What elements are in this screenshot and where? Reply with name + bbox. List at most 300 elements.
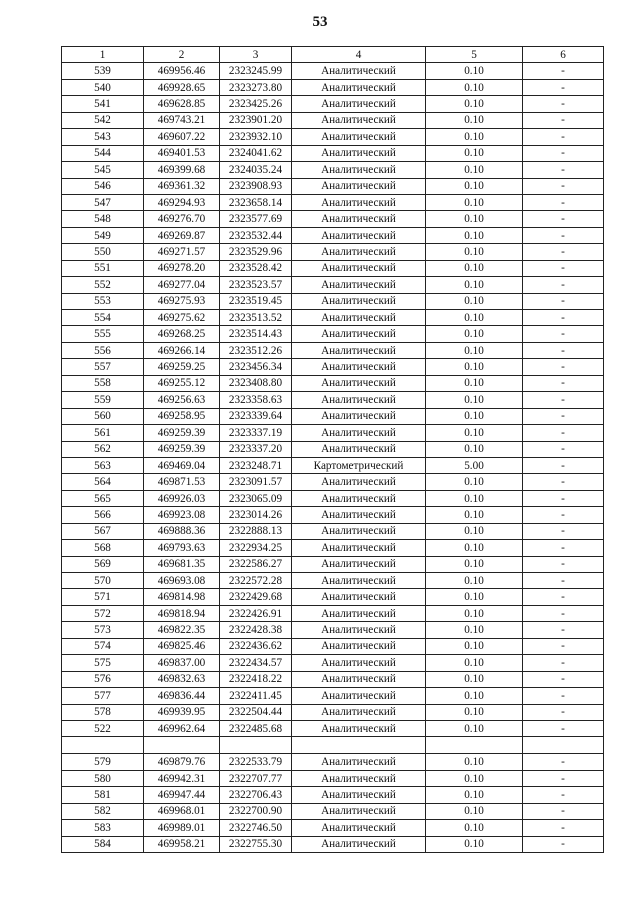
table-cell: Аналитический <box>292 96 426 112</box>
table-cell: 469923.08 <box>144 507 220 523</box>
table-cell: - <box>523 211 604 227</box>
page-number: 53 <box>312 14 328 30</box>
table-cell: 469837.00 <box>144 655 220 671</box>
table-cell: 559 <box>62 392 144 408</box>
table-cell: 0.10 <box>426 540 523 556</box>
table-cell: 0.10 <box>426 556 523 572</box>
table-cell: 557 <box>62 359 144 375</box>
table-cell: Аналитический <box>292 638 426 654</box>
table-row <box>62 474 604 490</box>
table-cell: 469361.32 <box>144 178 220 194</box>
table-cell: 469958.21 <box>144 836 220 852</box>
table-cell: 575 <box>62 655 144 671</box>
table-cell: 2322436.62 <box>220 638 292 654</box>
table-cell: Аналитический <box>292 342 426 358</box>
table-cell: - <box>523 293 604 309</box>
table-cell: Аналитический <box>292 79 426 95</box>
table-cell: 2323577.69 <box>220 211 292 227</box>
table-cell: 0.10 <box>426 425 523 441</box>
table-cell: 2323512.26 <box>220 342 292 358</box>
table-cell: 0.10 <box>426 787 523 803</box>
table-cell: 469259.25 <box>144 359 220 375</box>
table-row <box>62 457 604 473</box>
table-cell: - <box>523 441 604 457</box>
table-row <box>62 129 604 145</box>
table-cell: - <box>523 803 604 819</box>
table-cell: - <box>523 129 604 145</box>
table-row <box>62 770 604 786</box>
table-row <box>62 589 604 605</box>
table-row <box>62 342 604 358</box>
table-cell: 469269.87 <box>144 227 220 243</box>
table-cell: 565 <box>62 490 144 506</box>
table-cell: 469266.14 <box>144 342 220 358</box>
table-cell: 2323514.43 <box>220 326 292 342</box>
table-cell: 554 <box>62 310 144 326</box>
table-cell: 0.10 <box>426 474 523 490</box>
table-cell: 469256.63 <box>144 392 220 408</box>
table-cell: 469259.39 <box>144 441 220 457</box>
table-cell: Аналитический <box>292 227 426 243</box>
table-cell: 469255.12 <box>144 375 220 391</box>
table-row <box>62 803 604 819</box>
table-cell: 469469.04 <box>144 457 220 473</box>
table-cell: - <box>523 96 604 112</box>
table-cell: - <box>523 836 604 852</box>
table-cell: Аналитический <box>292 720 426 736</box>
table-cell: 570 <box>62 573 144 589</box>
table-cell: 2323091.57 <box>220 474 292 490</box>
table-cell: - <box>523 63 604 79</box>
table-cell: 2322426.91 <box>220 605 292 621</box>
table-cell: - <box>523 425 604 441</box>
table-row <box>62 112 604 128</box>
table-cell: - <box>523 688 604 704</box>
table-cell: 469888.36 <box>144 523 220 539</box>
table-cell: 540 <box>62 79 144 95</box>
column-header: 6 <box>523 47 604 63</box>
table-cell: - <box>523 671 604 687</box>
table-row <box>62 310 604 326</box>
table-cell: - <box>523 820 604 836</box>
table-cell: Аналитический <box>292 63 426 79</box>
table-cell: 2322434.57 <box>220 655 292 671</box>
table-cell: 546 <box>62 178 144 194</box>
table-cell: 2322755.30 <box>220 836 292 852</box>
table-cell <box>292 737 426 754</box>
table-row <box>62 441 604 457</box>
table-cell: Аналитический <box>292 277 426 293</box>
table-cell <box>426 737 523 754</box>
table-cell: 551 <box>62 260 144 276</box>
table-row <box>62 79 604 95</box>
table-cell: 563 <box>62 457 144 473</box>
table-row <box>62 787 604 803</box>
table-cell: Аналитический <box>292 523 426 539</box>
table-cell: 0.10 <box>426 704 523 720</box>
table-cell: 2323408.80 <box>220 375 292 391</box>
table-cell: 2324041.62 <box>220 145 292 161</box>
table-cell: 469836.44 <box>144 688 220 704</box>
table-row <box>62 540 604 556</box>
table-cell: - <box>523 194 604 210</box>
table-cell: 558 <box>62 375 144 391</box>
table-cell: 469275.93 <box>144 293 220 309</box>
table-cell: 0.10 <box>426 490 523 506</box>
table-cell: 469942.31 <box>144 770 220 786</box>
table-cell: - <box>523 507 604 523</box>
table-row <box>62 162 604 178</box>
table-cell: Аналитический <box>292 622 426 638</box>
table-cell: 0.10 <box>426 260 523 276</box>
table-cell: 0.10 <box>426 754 523 770</box>
table-cell: - <box>523 408 604 424</box>
table-row <box>62 836 604 852</box>
table-cell: 2322411.45 <box>220 688 292 704</box>
table-row <box>62 194 604 210</box>
table-cell: Аналитический <box>292 129 426 145</box>
table-cell: 0.10 <box>426 408 523 424</box>
table-cell <box>144 737 220 754</box>
table-cell: 469681.35 <box>144 556 220 572</box>
table-cell: 2323658.14 <box>220 194 292 210</box>
table-cell: 0.10 <box>426 441 523 457</box>
table-row <box>62 556 604 572</box>
table-cell: 574 <box>62 638 144 654</box>
table-cell: 566 <box>62 507 144 523</box>
table-cell: 2323245.99 <box>220 63 292 79</box>
table-cell: 0.10 <box>426 194 523 210</box>
table-cell: - <box>523 162 604 178</box>
table-cell: 0.10 <box>426 211 523 227</box>
column-header: 1 <box>62 47 144 63</box>
table-cell: 555 <box>62 326 144 342</box>
table-cell: 2322707.77 <box>220 770 292 786</box>
table-cell: 0.10 <box>426 359 523 375</box>
table-cell: 2322706.43 <box>220 787 292 803</box>
table-cell: 568 <box>62 540 144 556</box>
table-row <box>62 671 604 687</box>
table-cell: 469947.44 <box>144 787 220 803</box>
table-cell: 2323273.80 <box>220 79 292 95</box>
table-row <box>62 425 604 441</box>
table-cell: 567 <box>62 523 144 539</box>
table-cell: 576 <box>62 671 144 687</box>
table-cell: 548 <box>62 211 144 227</box>
table-cell: - <box>523 638 604 654</box>
table-cell: 2322934.25 <box>220 540 292 556</box>
table-cell: 0.10 <box>426 63 523 79</box>
table-cell: 2323358.63 <box>220 392 292 408</box>
table-cell: 0.10 <box>426 326 523 342</box>
table-cell: Аналитический <box>292 688 426 704</box>
table-cell: 2322429.68 <box>220 589 292 605</box>
table-row <box>62 638 604 654</box>
table-cell: - <box>523 79 604 95</box>
table-cell: 2323932.10 <box>220 129 292 145</box>
table-cell: 0.10 <box>426 277 523 293</box>
table-row <box>62 63 604 79</box>
table-cell: Аналитический <box>292 490 426 506</box>
table-cell: 2322888.13 <box>220 523 292 539</box>
table-cell: 2323528.42 <box>220 260 292 276</box>
table-cell: 0.10 <box>426 162 523 178</box>
column-header: 2 <box>144 47 220 63</box>
table-cell: 469401.53 <box>144 145 220 161</box>
table-cell: - <box>523 589 604 605</box>
table-cell: - <box>523 770 604 786</box>
table-cell: 469832.63 <box>144 671 220 687</box>
table-cell: 0.10 <box>426 803 523 819</box>
table-cell: - <box>523 342 604 358</box>
table-cell: 562 <box>62 441 144 457</box>
table-cell: 0.10 <box>426 688 523 704</box>
table-cell: 2322428.38 <box>220 622 292 638</box>
table-cell: Аналитический <box>292 441 426 457</box>
table-cell: 0.10 <box>426 96 523 112</box>
table-row <box>62 720 604 736</box>
table-cell: Аналитический <box>292 754 426 770</box>
table-cell: 553 <box>62 293 144 309</box>
table-cell: Картометрический <box>292 457 426 473</box>
table-cell: 0.10 <box>426 145 523 161</box>
table-cell: 2323513.52 <box>220 310 292 326</box>
table-cell: 583 <box>62 820 144 836</box>
table-cell: Аналитический <box>292 820 426 836</box>
table-cell: 0.10 <box>426 589 523 605</box>
table-cell: Аналитический <box>292 704 426 720</box>
table-row <box>62 754 604 770</box>
table-cell: 569 <box>62 556 144 572</box>
table-cell: - <box>523 326 604 342</box>
table-cell: Аналитический <box>292 359 426 375</box>
table-cell: - <box>523 605 604 621</box>
table-row <box>62 655 604 671</box>
table-cell: Аналитический <box>292 244 426 260</box>
table-cell: 0.10 <box>426 523 523 539</box>
table-cell: 2322533.79 <box>220 754 292 770</box>
table-cell: - <box>523 754 604 770</box>
table-cell: 469259.39 <box>144 425 220 441</box>
table-cell: 469879.76 <box>144 754 220 770</box>
table-cell: 0.10 <box>426 79 523 95</box>
table-row <box>62 260 604 276</box>
table-cell: 2322485.68 <box>220 720 292 736</box>
table-cell: Аналитический <box>292 211 426 227</box>
table-row <box>62 375 604 391</box>
table-cell: 469278.20 <box>144 260 220 276</box>
column-header: 3 <box>220 47 292 63</box>
table-cell: 5.00 <box>426 457 523 473</box>
table-cell: 581 <box>62 787 144 803</box>
table-cell: Аналитический <box>292 260 426 276</box>
table-cell: 2324035.24 <box>220 162 292 178</box>
table-cell: - <box>523 227 604 243</box>
table-cell: 469743.21 <box>144 112 220 128</box>
table-cell: Аналитический <box>292 408 426 424</box>
table-cell: - <box>523 375 604 391</box>
table-cell: 469276.70 <box>144 211 220 227</box>
table-cell: 2323532.44 <box>220 227 292 243</box>
table-cell: - <box>523 244 604 260</box>
table-cell: 572 <box>62 605 144 621</box>
table-cell: 0.10 <box>426 605 523 621</box>
table-cell: 0.10 <box>426 573 523 589</box>
table-cell: 2322700.90 <box>220 803 292 819</box>
table-row <box>62 227 604 243</box>
table-cell: 469693.08 <box>144 573 220 589</box>
table-cell: - <box>523 655 604 671</box>
table-row <box>62 277 604 293</box>
table-cell: Аналитический <box>292 375 426 391</box>
table-cell: 552 <box>62 277 144 293</box>
table-cell: 549 <box>62 227 144 243</box>
table-cell: 2322586.27 <box>220 556 292 572</box>
blank-row <box>62 737 604 754</box>
table-cell: 0.10 <box>426 293 523 309</box>
table-body <box>62 63 604 853</box>
table-row <box>62 96 604 112</box>
table-cell: 2322572.28 <box>220 573 292 589</box>
table-cell: 0.10 <box>426 178 523 194</box>
table-cell: - <box>523 457 604 473</box>
table-cell: 469268.25 <box>144 326 220 342</box>
table-cell: 0.10 <box>426 770 523 786</box>
table-cell <box>62 737 144 754</box>
table-row <box>62 408 604 424</box>
table-cell: - <box>523 704 604 720</box>
table-row <box>62 359 604 375</box>
table-cell: Аналитический <box>292 787 426 803</box>
table-cell: 0.10 <box>426 129 523 145</box>
table-row <box>62 145 604 161</box>
table-cell: 0.10 <box>426 244 523 260</box>
table-cell: 571 <box>62 589 144 605</box>
table-cell: - <box>523 556 604 572</box>
table-row <box>62 326 604 342</box>
table-cell: 543 <box>62 129 144 145</box>
table-cell: 469989.01 <box>144 820 220 836</box>
table-cell: 582 <box>62 803 144 819</box>
table-cell: 469294.93 <box>144 194 220 210</box>
table-cell: 0.10 <box>426 342 523 358</box>
table-cell: - <box>523 310 604 326</box>
table-cell: Аналитический <box>292 803 426 819</box>
table-cell: Аналитический <box>292 326 426 342</box>
table-cell: Аналитический <box>292 178 426 194</box>
table-cell: 0.10 <box>426 310 523 326</box>
table-cell: Аналитический <box>292 293 426 309</box>
table-cell: 2322504.44 <box>220 704 292 720</box>
table-cell: 0.10 <box>426 720 523 736</box>
table-row <box>62 392 604 408</box>
table-cell: 469825.46 <box>144 638 220 654</box>
table-cell: 469822.35 <box>144 622 220 638</box>
table-cell: - <box>523 573 604 589</box>
table-cell: Аналитический <box>292 589 426 605</box>
table-cell: 542 <box>62 112 144 128</box>
table-cell: 0.10 <box>426 392 523 408</box>
table-row <box>62 820 604 836</box>
table-cell: 2323519.45 <box>220 293 292 309</box>
table-cell: 2323425.26 <box>220 96 292 112</box>
table-cell: Аналитический <box>292 425 426 441</box>
table-cell: 2323014.26 <box>220 507 292 523</box>
table-cell: - <box>523 178 604 194</box>
table-cell: 2323901.20 <box>220 112 292 128</box>
table-cell: 2323529.96 <box>220 244 292 260</box>
table-cell: 550 <box>62 244 144 260</box>
table-cell: Аналитический <box>292 671 426 687</box>
table-cell: 469607.22 <box>144 129 220 145</box>
table-cell: 539 <box>62 63 144 79</box>
table-cell: 556 <box>62 342 144 358</box>
table-cell: 2323248.71 <box>220 457 292 473</box>
table-cell: 469814.98 <box>144 589 220 605</box>
table-cell: 579 <box>62 754 144 770</box>
table-cell: 469399.68 <box>144 162 220 178</box>
table-cell: 2323523.57 <box>220 277 292 293</box>
table-row <box>62 688 604 704</box>
table-cell: Аналитический <box>292 145 426 161</box>
table-cell: 469968.01 <box>144 803 220 819</box>
table-cell: 541 <box>62 96 144 112</box>
table-cell: Аналитический <box>292 655 426 671</box>
table-cell: Аналитический <box>292 770 426 786</box>
table-cell: Аналитический <box>292 836 426 852</box>
table-cell: - <box>523 720 604 736</box>
table-row <box>62 244 604 260</box>
table-cell: 469956.46 <box>144 63 220 79</box>
table-cell: 2322746.50 <box>220 820 292 836</box>
table-cell: 469871.53 <box>144 474 220 490</box>
table-cell: 0.10 <box>426 836 523 852</box>
table-cell: 580 <box>62 770 144 786</box>
table-cell: 560 <box>62 408 144 424</box>
table-cell: Аналитический <box>292 194 426 210</box>
table-cell: - <box>523 523 604 539</box>
table-cell: 469277.04 <box>144 277 220 293</box>
table-cell: - <box>523 277 604 293</box>
table-cell: 561 <box>62 425 144 441</box>
table-cell: - <box>523 787 604 803</box>
table-cell: Аналитический <box>292 392 426 408</box>
table-row <box>62 622 604 638</box>
table-cell: Аналитический <box>292 112 426 128</box>
table-cell: 2323065.09 <box>220 490 292 506</box>
table-cell: 578 <box>62 704 144 720</box>
table-cell: - <box>523 392 604 408</box>
table-cell: 0.10 <box>426 820 523 836</box>
table-cell: 2322418.22 <box>220 671 292 687</box>
table-cell: 469928.65 <box>144 79 220 95</box>
table-cell: 0.10 <box>426 638 523 654</box>
table-cell: 544 <box>62 145 144 161</box>
table-cell: 469818.94 <box>144 605 220 621</box>
table-row <box>62 507 604 523</box>
table-cell: 0.10 <box>426 507 523 523</box>
table-row <box>62 293 604 309</box>
table-cell: Аналитический <box>292 540 426 556</box>
table-cell: - <box>523 490 604 506</box>
table-cell: 469271.57 <box>144 244 220 260</box>
table-cell: 2323339.64 <box>220 408 292 424</box>
table-cell: 469793.63 <box>144 540 220 556</box>
table-cell: Аналитический <box>292 573 426 589</box>
table-cell: - <box>523 359 604 375</box>
table-row <box>62 523 604 539</box>
table-cell: 469939.95 <box>144 704 220 720</box>
